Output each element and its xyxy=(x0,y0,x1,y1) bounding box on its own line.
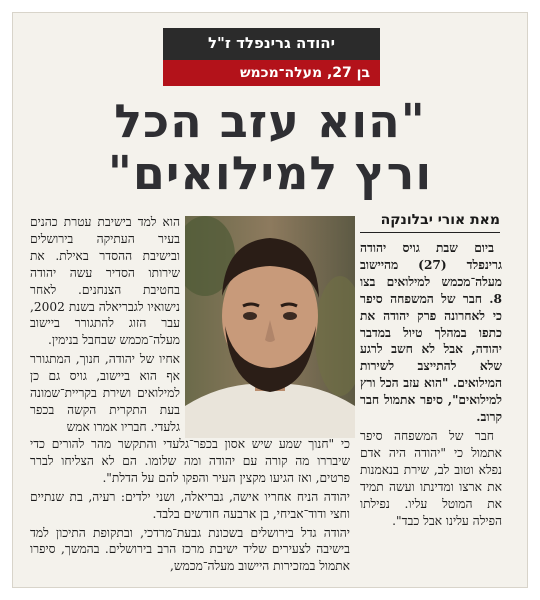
paragraph: כי "חנוך שמע שיש אסון בכפר־גלעדי והתקשר מהר להורים כדי שיבררו מה קורה עם יהודה ומה שלומו. הם לא הצליחו לברר פרטים, ואז הגיעו מקצין העיר והפקו להם על הדלת". xyxy=(30,437,350,485)
paragraph: חבר של המשפחה סיפר אתמול כי "יהודה היה אדם נפלא וטוב לב, שירת בנאמנות את ארצו ומדינתו ועשה תמיד את המוטל עליו. נפילתו הפילה עלינו אבל כבד". xyxy=(360,428,502,528)
article-column-right xyxy=(360,240,502,531)
byline: מאת אורי יבלונקה xyxy=(360,212,500,233)
portrait-illustration xyxy=(185,216,355,438)
paragraph: אחיו של יהודה, חנוך, המתגורר אף הוא ביישוב, גויס גם כן למילואים ושירת בקריית־שמונה בעת התקרית הקשה בכפר גלעדי. חבריו אמרו אמש xyxy=(30,352,180,434)
headline-line-2: ורץ למילואים" xyxy=(107,146,433,200)
headline-line-1: "הוא עזב הכל xyxy=(114,94,426,148)
paragraph: יהודה גדל בירושלים בשכונת גבעת־מרדכי, ובתקופת התיכון למד בישיבה לצעירים שליד ישיבת מרכז הרב בירושלים. בהמשך, סיפרו אתמול במזכירות היישוב מעלה־מכמש, xyxy=(30,525,350,574)
article-column-bottom xyxy=(30,436,350,577)
banner-subtitle: בן 27, מעלה־מכמש xyxy=(163,60,380,86)
paragraph: יהודה הניח אחריו אישה, גבריאלה, ושני ילדים: רעיה, בת שנתיים וחצי ודוד־אביחי, בן ארבעה חודשים בלבד. xyxy=(30,489,350,521)
portrait-photo xyxy=(185,216,355,438)
name-banner xyxy=(163,28,380,86)
banner-name: יהודה גרינפלד ז"ל xyxy=(207,34,336,52)
paragraph: הוא למד בישיבת עטרת כהנים בעיר העתיקה בירושלים ובישיבת ההסדר באילת. את שירותו הסדיר עשה יהודה בחטיבת הצנחנים. לאחר נישואיו לגבריאלה בשנת 2002, עבר הזוג להתגורר ביישוב מעלה־מכמש שבחבל בנימין. xyxy=(30,215,180,348)
article-column-left xyxy=(30,214,180,438)
paragraph: ביום שבת גויס יהודה גרינפלד (27) מהיישוב מעלה־מכמש למילואים בצו 8. חבר של המשפחה סיפר כי לאחרונה פרק יהודה את כתפו במהלך טיול במדבר יהודה, אבל לא חשב לרגע שלא להתייצב לשירות המילואים. "הוא עזב הכל ורץ למילואים", סיפר אתמול חבר קרוב. xyxy=(360,241,502,425)
